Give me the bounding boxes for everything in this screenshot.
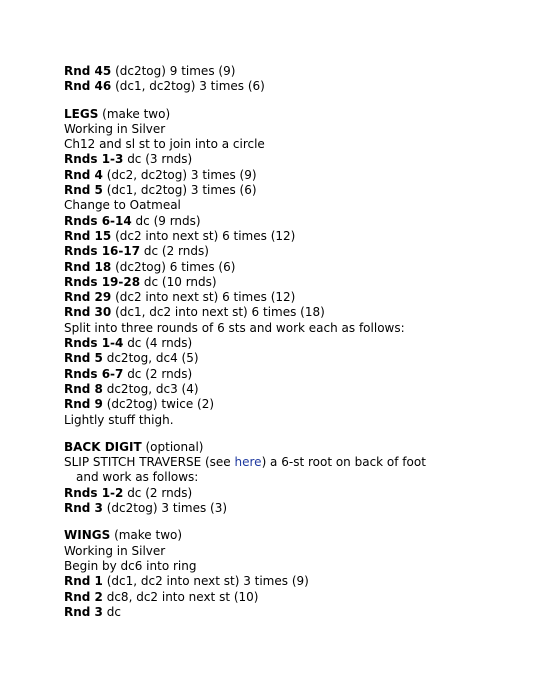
round-text: (dc1, dc2 into next st) 3 times (9)	[102, 574, 309, 589]
round-label: Rnds 1-2	[64, 485, 124, 500]
round-text: Working in Silver	[64, 121, 166, 136]
pattern-line	[64, 290, 504, 305]
pattern-line	[64, 367, 504, 382]
round-text: Working in Silver	[64, 543, 166, 558]
round-text: (dc1, dc2 into next st) 6 times (18)	[111, 305, 325, 320]
round-text: (dc2 into next st) 6 times (12)	[111, 228, 296, 243]
round-text: (dc2 into next st) 6 times (12)	[111, 290, 296, 305]
legs-section	[64, 107, 504, 428]
pattern-line	[64, 64, 504, 79]
round-label: Rnd 5	[64, 351, 103, 366]
pattern-line	[64, 605, 504, 620]
document-page	[64, 64, 504, 620]
pattern-line	[64, 198, 504, 213]
traverse-line	[64, 455, 504, 470]
pattern-line	[64, 244, 504, 259]
round-label: Rnd 18	[64, 259, 112, 274]
pattern-line	[64, 122, 504, 137]
round-text: dc (4 rnds)	[123, 336, 193, 351]
round-label: Rnds 6-14	[64, 213, 132, 228]
round-label: Rnd 1	[64, 574, 103, 589]
round-label: Rnd 3	[64, 501, 103, 516]
round-text: (dc1, dc2tog) 3 times (6)	[102, 183, 257, 198]
round-text: (dc2tog) 9 times (9)	[111, 64, 236, 78]
pattern-line	[64, 413, 504, 428]
legs-heading-note: (make two)	[98, 106, 171, 121]
round-label: Rnds 19-28	[64, 274, 141, 289]
round-text: dc8, dc2 into next st (10)	[102, 589, 259, 604]
round-text: Ch12 and sl st to join into a circle	[64, 137, 265, 152]
round-text: (dc2, dc2tog) 3 times (9)	[102, 167, 257, 182]
pattern-line	[64, 590, 504, 605]
here-link[interactable]: here	[234, 455, 262, 470]
intro-block	[64, 64, 504, 95]
traverse-continuation: and work as follows:	[76, 470, 199, 485]
pattern-line	[64, 397, 504, 412]
round-text: (dc2tog) twice (2)	[102, 397, 215, 412]
wings-heading-note: (make two)	[110, 528, 183, 543]
round-label: Rnd 9	[64, 397, 103, 412]
round-text: Split into three rounds of 6 sts and work each as follows:	[64, 320, 405, 335]
round-text: dc	[102, 604, 121, 619]
round-text: dc2tog, dc3 (4)	[102, 381, 199, 396]
pattern-line	[64, 260, 504, 275]
round-text: (dc2tog) 6 times (6)	[111, 259, 236, 274]
round-text: Change to Oatmeal	[64, 198, 181, 213]
round-label: Rnd 5	[64, 183, 103, 198]
wings-section	[64, 528, 504, 620]
round-text: dc (2 rnds)	[123, 366, 193, 381]
pattern-line	[64, 559, 504, 574]
pattern-line	[64, 336, 504, 351]
round-label: Rnd 4	[64, 167, 103, 182]
pattern-line	[64, 79, 504, 94]
round-label: Rnd 29	[64, 290, 112, 305]
wings-heading: WINGS	[64, 528, 111, 543]
traverse-text-after: ) a 6-st root on back of foot	[261, 455, 426, 470]
round-label: Rnds 1-3	[64, 152, 124, 167]
round-text: (dc1, dc2tog) 3 times (6)	[111, 79, 265, 94]
pattern-line	[64, 486, 504, 501]
round-text: (dc2tog) 3 times (3)	[102, 501, 228, 516]
section-heading	[64, 440, 504, 455]
round-label: Rnds 16-17	[64, 244, 141, 259]
round-label: Rnd 15	[64, 228, 112, 243]
pattern-line	[64, 351, 504, 366]
round-label: Rnd 3	[64, 604, 103, 619]
legs-heading: LEGS	[64, 106, 99, 121]
pattern-line	[64, 229, 504, 244]
pattern-line	[64, 275, 504, 290]
pattern-line	[64, 183, 504, 198]
back-digit-section	[64, 440, 504, 516]
pattern-line	[64, 382, 504, 397]
round-label: Rnd 30	[64, 305, 112, 320]
pattern-line	[64, 168, 504, 183]
round-text: dc (3 rnds)	[123, 152, 193, 167]
back-digit-heading-note: (optional)	[141, 439, 204, 454]
round-label: Rnds 6-7	[64, 366, 124, 381]
round-text: dc (10 rnds)	[140, 274, 217, 289]
pattern-line	[64, 574, 504, 589]
pattern-line	[64, 321, 504, 336]
round-text: dc2tog, dc4 (5)	[102, 351, 199, 366]
round-label: Rnd 8	[64, 381, 103, 396]
traverse-text-before: SLIP STITCH TRAVERSE (see	[64, 455, 235, 470]
pattern-line	[64, 137, 504, 152]
round-label: Rnds 1-4	[64, 336, 124, 351]
round-text: dc (2 rnds)	[140, 244, 209, 259]
back-digit-heading: BACK DIGIT	[64, 439, 142, 454]
pattern-line	[64, 214, 504, 229]
round-text: Lightly stuff thigh.	[64, 412, 174, 427]
section-heading	[64, 107, 504, 122]
round-label: Rnd 46	[64, 79, 112, 94]
pattern-line	[64, 501, 504, 516]
round-text: Begin by dc6 into ring	[64, 558, 197, 573]
pattern-line	[64, 305, 504, 320]
round-label: Rnd 2	[64, 589, 103, 604]
section-heading	[64, 528, 504, 543]
pattern-line	[64, 152, 504, 167]
round-text: dc (2 rnds)	[123, 485, 193, 500]
round-text: dc (9 rnds)	[131, 213, 201, 228]
pattern-line	[64, 544, 504, 559]
round-label: Rnd 45	[64, 64, 112, 78]
